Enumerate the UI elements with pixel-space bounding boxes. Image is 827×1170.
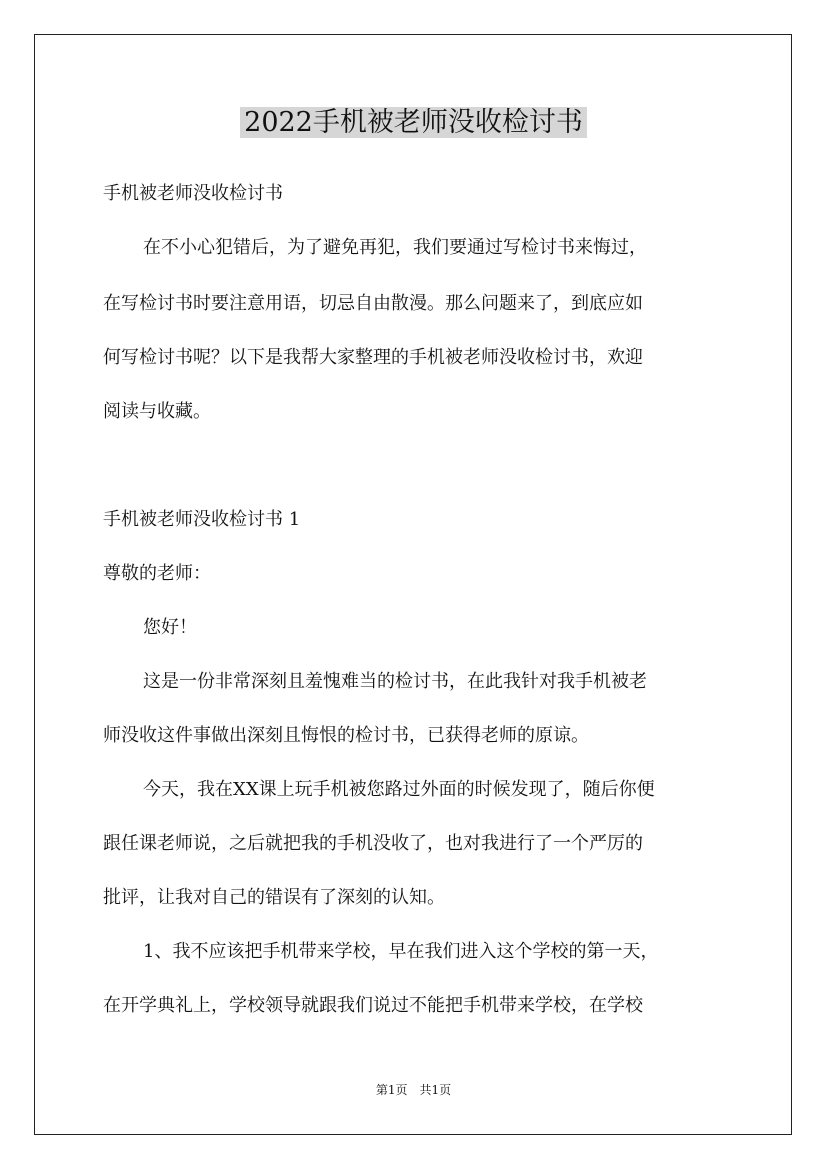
intro-line-1: 在不小心犯错后，为了避免再犯，我们要通过写检讨书来悔过， [143,237,647,258]
document-title-text: 2022手机被老师没收检讨书 [240,107,587,138]
document-subtitle: 手机被老师没收检讨书 [103,183,283,204]
paragraph-2-line-2: 跟任课老师说，之后就把我的手机没收了，也对我进行了一个严厉的 [103,833,643,854]
salutation: 尊敬的老师： [103,563,211,584]
paragraph-1-line-2: 师没收这件事做出深刻且悔恨的检讨书，已获得老师的原谅。 [103,725,589,746]
paragraph-2-line-1: 今天，我在XX课上玩手机被您路过外面的时候发现了，随后你便 [143,779,655,800]
intro-line-4: 阅读与收藏。 [103,401,211,422]
document-title [0,103,827,143]
paragraph-3-line-2: 在开学典礼上，学校领导就跟我们说过不能把手机带来学校，在学校 [103,995,643,1016]
greeting: 您好！ [143,617,197,638]
intro-line-3: 何写检讨书呢？以下是我帮大家整理的手机被老师没收检讨书，欢迎 [103,347,643,368]
paragraph-2-line-3: 批评，让我对自己的错误有了深刻的认知。 [103,887,445,908]
page-number: 第1页 共1页 [375,1083,452,1097]
intro-line-2: 在写检讨书时要注意用语，切忌自由散漫。那么问题来了，到底应如 [103,293,643,314]
paragraph-3-line-1: 1、我不应该把手机带来学校，早在我们进入这个学校的第一天， [143,941,659,962]
paragraph-1-line-1: 这是一份非常深刻且羞愧难当的检讨书，在此我针对我手机被老 [143,671,647,692]
section-heading: 手机被老师没收检讨书 1 [103,509,301,530]
